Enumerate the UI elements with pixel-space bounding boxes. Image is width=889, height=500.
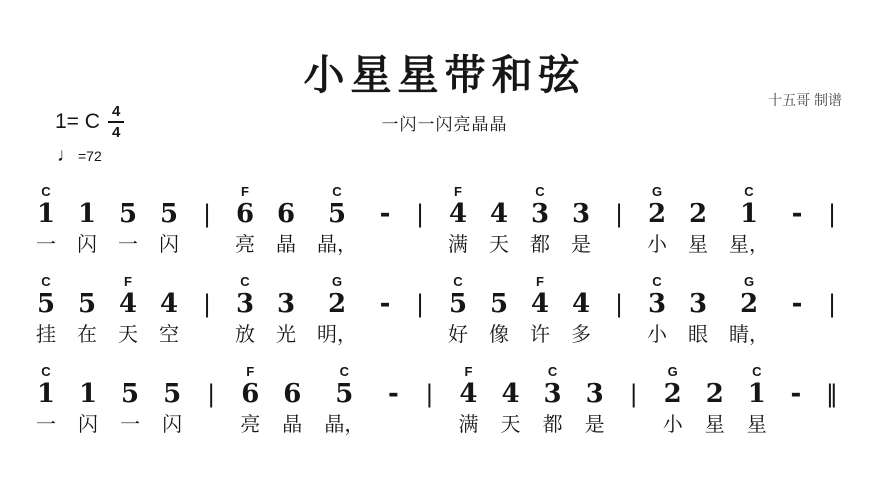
lyric-text: 是 xyxy=(584,414,605,436)
note-cell xyxy=(448,184,468,257)
note-number: 6 xyxy=(276,199,296,229)
lyric-text: 晶 xyxy=(276,234,296,256)
note-dash: - xyxy=(387,379,399,409)
note-number: 6 xyxy=(241,379,260,409)
note-cell xyxy=(120,364,140,437)
note-dash: - xyxy=(379,199,391,229)
song-title: 小星星带和弦 xyxy=(303,52,586,98)
note-cell xyxy=(36,364,56,437)
note-number: 4 xyxy=(501,379,520,409)
barline-glyph: | xyxy=(202,200,212,228)
lyric-text: 满 xyxy=(448,234,468,256)
lyric-text: 小 xyxy=(647,234,667,256)
chord-symbol: F xyxy=(454,184,462,199)
barline xyxy=(627,364,641,437)
note-number: 5 xyxy=(36,289,56,319)
note-cell xyxy=(489,274,509,347)
chord-symbol: C xyxy=(41,364,51,379)
tempo-marking xyxy=(57,146,102,165)
barline xyxy=(612,274,626,347)
note-number: 2 xyxy=(647,199,667,229)
note-cell xyxy=(647,184,667,257)
chord-symbol: G xyxy=(331,274,343,289)
barline-glyph: | xyxy=(202,290,212,318)
note-cell xyxy=(530,184,550,257)
barline xyxy=(204,364,218,437)
note-number: 3 xyxy=(276,289,296,319)
tempo-value: =72 xyxy=(78,147,102,164)
chord-symbol: G xyxy=(651,184,663,199)
note-cell xyxy=(663,364,683,437)
key-signature-prefix: 1= C xyxy=(55,110,100,134)
lyric-text: 小 xyxy=(647,324,667,346)
chord-symbol: F xyxy=(536,274,544,289)
note-cell xyxy=(317,274,357,347)
barline-glyph: | xyxy=(629,380,638,408)
chord-symbol: C xyxy=(41,274,51,289)
note-cell xyxy=(585,364,605,437)
lyric-text: 小 xyxy=(662,414,683,436)
note-cell xyxy=(647,274,667,347)
note-number: 5 xyxy=(77,289,97,319)
note-cell xyxy=(489,184,509,257)
lyric-text: 星 xyxy=(704,414,725,436)
note-number: 4 xyxy=(459,379,478,409)
note-cell xyxy=(282,364,302,437)
barline xyxy=(825,184,839,257)
note-cell xyxy=(790,184,804,257)
note-cell xyxy=(36,184,56,257)
barline-glyph: | xyxy=(415,200,425,228)
chord-symbol: C xyxy=(240,274,250,289)
note-number: 1 xyxy=(739,199,759,229)
note-cell xyxy=(789,364,803,437)
note-cell xyxy=(162,364,182,437)
note-number: 3 xyxy=(530,199,550,229)
note-dash: - xyxy=(791,199,803,229)
note-number: 2 xyxy=(663,379,682,409)
barline-glyph: | xyxy=(614,290,624,318)
note-cell xyxy=(77,184,97,257)
note-cell xyxy=(159,184,179,257)
chord-symbol: C xyxy=(547,364,558,379)
score-line-1 xyxy=(36,184,839,257)
note-number: 3 xyxy=(585,379,604,409)
note-cell xyxy=(501,364,521,437)
note-number: 4 xyxy=(159,289,179,319)
barline xyxy=(200,184,214,257)
lyric-text: 空 xyxy=(159,324,179,346)
note-number: 3 xyxy=(235,289,255,319)
lyric-text: 像 xyxy=(489,324,509,346)
lyric-text: 亮 xyxy=(235,234,255,256)
barline-glyph: | xyxy=(827,200,837,228)
lyric-text: 晶 xyxy=(282,414,303,436)
note-cell xyxy=(688,184,708,257)
note-number: 5 xyxy=(448,289,468,319)
chord-symbol: F xyxy=(124,274,132,289)
note-number: 3 xyxy=(688,289,708,319)
note-cell xyxy=(118,184,138,257)
lyric-text: 是 xyxy=(571,234,591,256)
note-number: 2 xyxy=(688,199,708,229)
note-number: 5 xyxy=(159,199,179,229)
lyric-text: 都 xyxy=(530,234,550,256)
note-number: 3 xyxy=(571,199,591,229)
barline-glyph: | xyxy=(614,200,624,228)
lyric-text: 闪 xyxy=(159,234,179,256)
barline-glyph: ‖ xyxy=(825,380,838,408)
lyric-text: 一 xyxy=(36,234,56,256)
note-cell xyxy=(276,274,296,347)
note-number: 1 xyxy=(77,199,97,229)
note-number: 2 xyxy=(327,289,347,319)
note-number: 4 xyxy=(448,199,468,229)
note-cell xyxy=(159,274,179,347)
note-cell xyxy=(118,274,138,347)
song-subtitle: 一闪一闪亮晶晶 xyxy=(381,115,508,134)
barline-glyph: | xyxy=(207,380,216,408)
lyric-text: 放 xyxy=(235,324,255,346)
note-dash: - xyxy=(379,289,391,319)
note-number: 5 xyxy=(163,379,182,409)
note-cell xyxy=(571,184,591,257)
barline xyxy=(612,184,626,257)
lyric-text: 天 xyxy=(118,324,138,346)
note-number: 2 xyxy=(739,289,759,319)
lyric-text: 都 xyxy=(542,414,563,436)
lyric-text: 在 xyxy=(77,324,97,346)
note-number: 6 xyxy=(235,199,255,229)
lyric-text: 星， xyxy=(729,234,769,256)
note-number: 3 xyxy=(543,379,562,409)
note-number: 3 xyxy=(647,289,667,319)
chord-symbol: C xyxy=(453,274,463,289)
note-number: 2 xyxy=(705,379,724,409)
lyric-text: 晶， xyxy=(317,234,357,256)
chord-symbol: C xyxy=(744,184,754,199)
note-cell xyxy=(36,274,56,347)
note-cell xyxy=(729,274,769,347)
notation-score xyxy=(36,184,839,437)
note-cell xyxy=(378,184,392,257)
note-number: 6 xyxy=(283,379,302,409)
final-double-barline xyxy=(825,364,839,437)
quarter-note-icon: ♩ xyxy=(57,145,76,166)
chord-symbol: C xyxy=(652,274,662,289)
note-number: 4 xyxy=(118,289,138,319)
lyric-text: 一 xyxy=(36,414,56,436)
lyric-text: 多 xyxy=(571,324,591,346)
chord-symbol: C xyxy=(339,364,350,379)
lyric-text: 光 xyxy=(276,324,296,346)
lyric-text: 好 xyxy=(448,324,468,346)
time-signature-denominator: 4 xyxy=(111,124,121,142)
note-cell xyxy=(747,364,767,437)
note-number: 1 xyxy=(36,379,56,409)
chord-symbol: G xyxy=(667,364,678,379)
note-cell xyxy=(543,364,563,437)
note-number: 1 xyxy=(36,199,56,229)
lyric-text: 闪 xyxy=(162,414,183,436)
note-cell xyxy=(235,184,255,257)
note-number: 5 xyxy=(118,199,138,229)
note-cell xyxy=(240,364,260,437)
lyric-text: 天 xyxy=(500,414,521,436)
barline xyxy=(413,184,427,257)
note-cell xyxy=(276,184,296,257)
note-number: 4 xyxy=(530,289,550,319)
lyric-text: 许 xyxy=(530,324,550,346)
note-number: 1 xyxy=(747,379,766,409)
note-number: 5 xyxy=(121,379,140,409)
lyric-text: 闪 xyxy=(77,234,97,256)
lyric-text: 闪 xyxy=(78,414,99,436)
chord-symbol: C xyxy=(332,184,342,199)
note-number: 5 xyxy=(335,379,354,409)
barline xyxy=(422,364,436,437)
lyric-text: 亮 xyxy=(240,414,261,436)
chord-symbol: C xyxy=(41,184,51,199)
chord-symbol: F xyxy=(464,364,473,379)
score-line-2 xyxy=(36,274,839,347)
lyric-text: 睛， xyxy=(729,324,769,346)
note-cell xyxy=(386,364,400,437)
transcriber-credit: 十五哥 制谱 xyxy=(768,92,842,108)
note-cell xyxy=(458,364,478,437)
note-number: 4 xyxy=(571,289,591,319)
note-cell xyxy=(448,274,468,347)
barline-glyph: | xyxy=(415,290,425,318)
chord-symbol: F xyxy=(246,364,255,379)
note-cell xyxy=(705,364,725,437)
note-dash: - xyxy=(791,289,803,319)
note-dash: - xyxy=(790,379,802,409)
barline xyxy=(413,274,427,347)
lyric-text: 明， xyxy=(317,324,357,346)
lyric-text: 挂 xyxy=(36,324,56,346)
note-number: 5 xyxy=(489,289,509,319)
note-cell xyxy=(530,274,550,347)
lyric-text: 晶， xyxy=(324,414,365,436)
lyric-text: 星 xyxy=(688,234,708,256)
note-cell xyxy=(317,184,357,257)
chord-symbol: C xyxy=(535,184,545,199)
time-signature-numerator: 4 xyxy=(108,103,124,123)
note-number: 1 xyxy=(79,379,98,409)
barline-glyph: | xyxy=(425,380,434,408)
barline-glyph: | xyxy=(827,290,837,318)
barline xyxy=(200,274,214,347)
note-cell xyxy=(324,364,364,437)
lyric-text: 一 xyxy=(118,234,138,256)
score-line-3 xyxy=(36,364,839,437)
barline xyxy=(825,274,839,347)
note-cell xyxy=(378,274,392,347)
chord-symbol: C xyxy=(752,364,762,379)
chord-symbol: F xyxy=(241,184,249,199)
note-number: 4 xyxy=(489,199,509,229)
note-cell xyxy=(571,274,591,347)
note-cell xyxy=(235,274,255,347)
lyric-text: 星 xyxy=(746,414,767,436)
note-cell xyxy=(77,274,97,347)
note-cell xyxy=(78,364,98,437)
note-number: 5 xyxy=(327,199,347,229)
lyric-text: 满 xyxy=(458,414,479,436)
lyric-text: 一 xyxy=(120,414,141,436)
lyric-text: 天 xyxy=(489,234,509,256)
note-cell xyxy=(729,184,769,257)
lyric-text: 眼 xyxy=(688,324,708,346)
note-cell xyxy=(790,274,804,347)
chord-symbol: G xyxy=(743,274,755,289)
note-cell xyxy=(688,274,708,347)
